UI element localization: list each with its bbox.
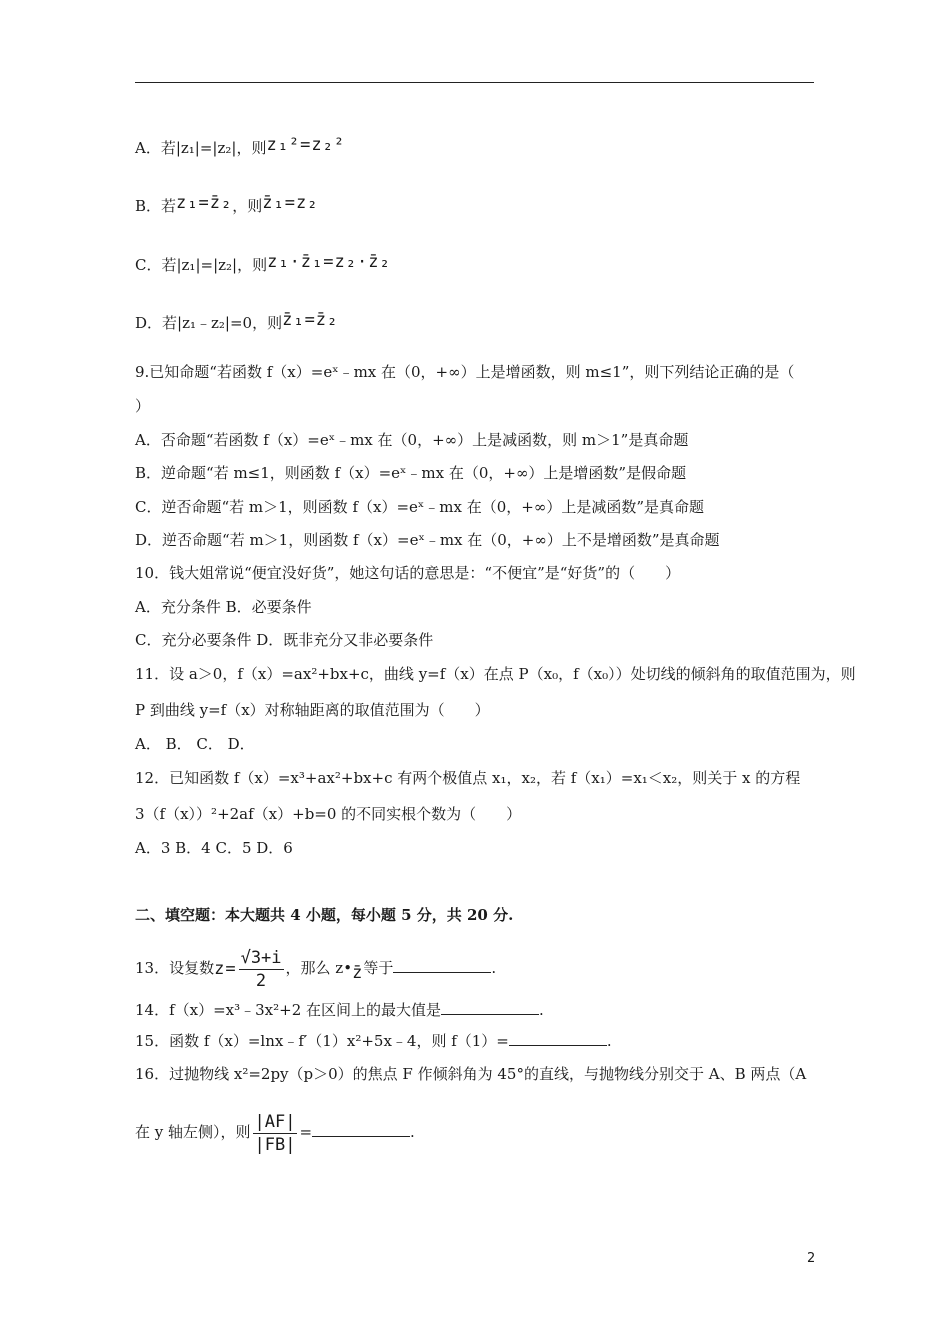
- option-8a-formula: z₁²=z₂²: [266, 135, 346, 155]
- q16-end: .: [410, 1123, 415, 1141]
- q13-fraction: [239, 947, 284, 992]
- q16-numerator: |AF|: [254, 1111, 296, 1132]
- page-number: 2: [807, 1251, 816, 1266]
- q14: [135, 1000, 544, 1020]
- option-8d-text: D．若|z₁﹣z₂|=0，则: [135, 314, 283, 332]
- q13-suffix: 等于: [363, 959, 394, 977]
- option-8b-text: B．若: [135, 197, 177, 215]
- q13-answer-blank: [393, 958, 491, 973]
- option-8c-text: C．若|z₁|=|z₂|，则: [135, 256, 268, 274]
- q10-options-ab: A．充分条件 B．必要条件: [135, 598, 312, 616]
- q9-option-a: A．否命题“若函数 f（x）=eˣ﹣mx 在（0，+∞）上是减函数，则 m＞1”是真命题: [135, 431, 689, 449]
- q9-option-b: B．逆命题“若 m≤1，则函数 f（x）=eˣ﹣mx 在（0，+∞）上是增函数”是假命题: [135, 464, 687, 482]
- q16-line2: [135, 1108, 415, 1156]
- q13-zbar: z̄: [352, 963, 364, 983]
- q13-denominator: 2: [255, 970, 267, 991]
- q16-answer-blank: [312, 1122, 410, 1137]
- option-8b-formula: z₁=z̄₂: [176, 193, 233, 213]
- q16-line1: 16．过抛物线 x²=2py（p＞0）的焦点 F 作倾斜角为 45°的直线，与抛物线分别交于 A、B 两点（A: [135, 1065, 807, 1083]
- q9-stem-line1: 9.已知命题“若函数 f（x）=eˣ﹣mx 在（0，+∞）上是增函数，则 m≤1”，则下列结论正确的是（: [135, 363, 795, 381]
- q13-z-eq: z=: [214, 959, 237, 979]
- q13-numerator: √3+i: [240, 947, 282, 968]
- option-8b-formula2: z̄₁=z₂: [262, 193, 319, 213]
- q14-text: 14．f（x）=x³﹣3x²+2 在区间上的最大值是: [135, 1001, 442, 1019]
- q11-options: A． B． C． D．: [135, 735, 255, 753]
- q9-stem-line2: ）: [135, 397, 151, 415]
- q9-option-c: C．逆否命题“若 m＞1，则函数 f（x）=eˣ﹣mx 在（0，+∞）上是减函数”是真命题: [135, 498, 704, 516]
- q13-prefix: 13．设复数: [135, 959, 215, 977]
- q15: [135, 1031, 612, 1051]
- q16-denominator: |FB|: [254, 1134, 296, 1155]
- q13-mid: ，那么 z•: [285, 959, 353, 977]
- q16-eq: =: [299, 1123, 313, 1141]
- q15-answer-blank: [509, 1031, 607, 1046]
- option-8b: [135, 193, 319, 217]
- q9-option-d: D．逆否命题“若 m＞1，则函数 f（x）=eˣ﹣mx 在（0，+∞）上不是增函数”是真命题: [135, 531, 720, 549]
- section-2-heading: 二、填空题：本大题共 4 小题，每小题 5 分，共 20 分.: [135, 906, 514, 924]
- q12-line1: 12．已知函数 f（x）=x³+ax²+bx+c 有两个极值点 x₁，x₂，若 f（x₁）=x₁＜x₂，则关于 x 的方程: [135, 769, 801, 787]
- option-8c-formula: z₁·z̄₁=z₂·z̄₂: [267, 252, 391, 272]
- q12-options: A．3 B．4 C．5 D．6: [135, 839, 293, 857]
- header-rule: [135, 82, 814, 83]
- q13-end: .: [491, 959, 497, 977]
- option-8a-text: A．若|z₁|=|z₂|，则: [135, 139, 267, 157]
- q13: [135, 944, 496, 993]
- option-8b-then: ，则: [232, 197, 263, 215]
- q15-end: .: [606, 1032, 612, 1050]
- q14-end: .: [539, 1001, 544, 1019]
- q12-line2: 3（f（x））²+2af（x）+b=0 的不同实根个数为（ ）: [135, 805, 522, 823]
- q11-line2: P 到曲线 y=f（x）对称轴距离的取值范围为（ ）: [135, 701, 490, 719]
- option-8a: [135, 135, 346, 159]
- option-8d: [135, 310, 339, 334]
- q15-text: 15．函数 f（x）=lnx﹣f′（1）x²+5x﹣4，则 f（1）=: [135, 1032, 509, 1050]
- option-8c: [135, 252, 391, 276]
- q16-line2-text: 在 y 轴左侧），则: [135, 1123, 251, 1141]
- q10-options-cd: C．充分必要条件 D．既非充分又非必要条件: [135, 631, 434, 649]
- q11-line1: 11．设 a＞0，f（x）=ax²+bx+c，曲线 y=f（x）在点 P（x₀，f（x₀））处切线的倾斜角的取值范围为，则: [135, 665, 856, 683]
- q16-fraction: [253, 1111, 298, 1156]
- q10-stem: 10．钱大姐常说“便宜没好货”，她这句话的意思是：“不便宜”是“好货”的（ ）: [135, 564, 681, 582]
- q14-answer-blank: [441, 1000, 539, 1015]
- option-8d-formula: z̄₁=z̄₂: [282, 310, 339, 330]
